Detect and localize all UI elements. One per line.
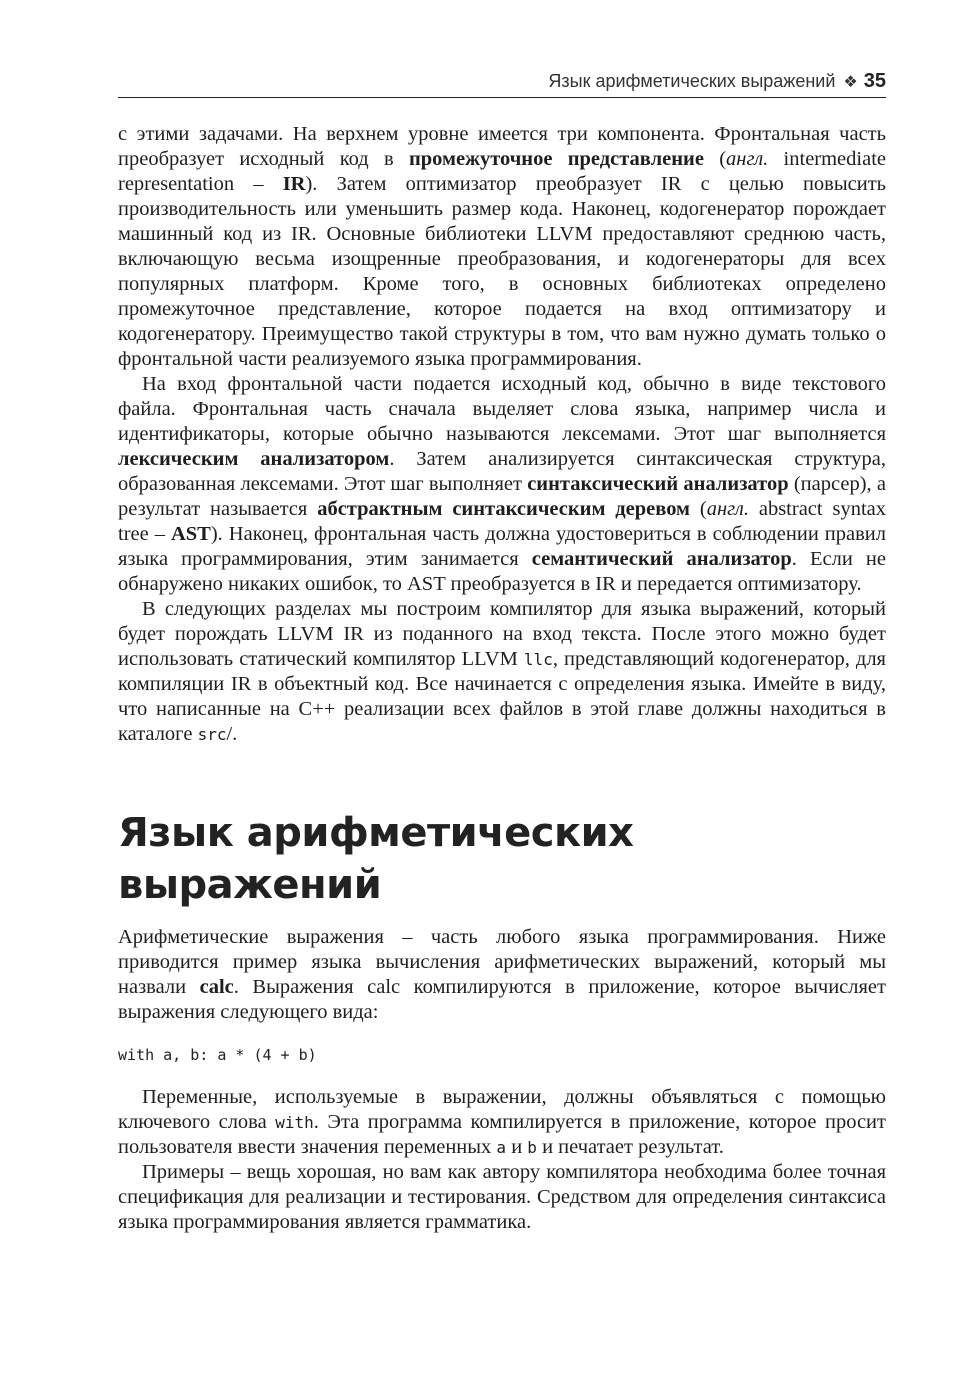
- paragraph-1: [118, 122, 886, 372]
- running-header: [118, 70, 886, 98]
- text-run: На вход фронтальной части подается исходный код, обычно в виде текстового файла. Фронтальная часть сначала выделяет слова языка, например числа и идентификаторы, которые обычно называются лексемами. Этот шаг выполняется: [118, 373, 886, 445]
- code-src: src: [197, 725, 227, 744]
- code-with: with: [275, 1113, 314, 1132]
- paragraph-6: [118, 1160, 886, 1235]
- text-run: Примеры – вещь хорошая, но вам как автору компилятора необходима более точная спецификация для реализации и тестирования. Средством для определения синтаксиса языка программирования является грамматика.: [118, 1161, 886, 1233]
- term-parser: синтаксический анализатор: [527, 473, 789, 495]
- running-title: Язык арифметических выражений: [548, 71, 836, 91]
- text-run: (: [690, 498, 707, 520]
- text-run: и печатает результат.: [536, 1136, 724, 1158]
- ornament-icon: ❖: [843, 74, 858, 91]
- section-heading: Язык арифметических выражений: [118, 810, 634, 908]
- paragraph-3: [118, 597, 886, 747]
- text-run: Переменные, используемые в выражении, должны объявляться с помощью ключевого слова: [118, 1086, 886, 1133]
- text-run: Арифметические выражения – часть любого языка программирования. Ниже приводится пример языка вычисления арифметических выражений, который мы назвали: [118, 926, 886, 998]
- abbrev-engl: англ.: [706, 498, 749, 520]
- text-run: . Если не обнаружено никаких ошибок, то AST преобразуется в IR и передается оптимизатору.: [118, 548, 886, 595]
- page-number: 35: [863, 70, 886, 92]
- text-run: (: [703, 148, 727, 170]
- text-run: . Затем анализируется синтаксическая структура, образованная лексемами. Этот шаг выполняет: [118, 448, 887, 495]
- code-example: with a, b: a * (4 + b): [118, 1046, 317, 1064]
- code-llc: llc: [523, 650, 553, 669]
- text-run: abstract syntax tree –: [118, 498, 887, 545]
- text-run: /.: [226, 723, 238, 745]
- page-body: [118, 122, 886, 1235]
- text-run: . Выражения calc компилируются в приложение, которое вычисляет выражения следующего вида:: [118, 976, 886, 1023]
- term-ast-abbrev: AST: [170, 523, 211, 545]
- text-run: ). Затем оптимизатор преобразует IR с целью повысить производительность или уменьшить размер кода. Наконец, кодогенератор порождает машинный код из IR. Основные библиотеки LLVM предоставляют среднюю часть, включающую весьма изощренные преобразования, и кодогенераторы для всех популярных платформ. Кроме того, в основных библиотеках определено промежуточное представление, которое подается на вход оптимизатору и кодогенератору. Преимущество такой структуры в том, что вам нужно думать только о фронтальной части реализуемого языка программирования.: [118, 173, 887, 370]
- term-intermediate-representation: промежуточное представление: [408, 148, 704, 170]
- term-ast: абстрактным синтаксическим деревом: [317, 498, 691, 520]
- paragraph-5: [118, 1085, 886, 1160]
- code-var-a: a: [496, 1138, 507, 1157]
- text-run: и: [506, 1136, 528, 1158]
- paragraph-2: [118, 372, 886, 597]
- term-calc: calc: [199, 976, 234, 998]
- text-run: , представляющий кодогенератор, для компиляции IR в объектный код. Все начинается с определения языка. Имейте в виду, что написанные на C++ реализации всех файлов в этой главе должны находиться в каталоге: [118, 648, 886, 745]
- abbrev-engl: англ.: [726, 148, 769, 170]
- text-run: В следующих разделах мы построим компилятор для языка выражений, который будет порождать LLVM IR из поданного на вход текста. После этого можно будет использовать статический компилятор LLVM: [118, 598, 886, 670]
- text-run: ). Наконец, фронтальная часть должна удостовериться в соблюдении правил языка программирования, этим занимается: [118, 523, 886, 570]
- text-run: . Эта программа компилируется в приложение, которое просит пользователя ввести значения переменных: [118, 1111, 886, 1158]
- term-ir: IR: [282, 173, 306, 195]
- term-semantic-analyzer: семантический анализатор: [531, 548, 792, 570]
- text-run: intermediate representation –: [118, 148, 886, 195]
- text-run: с этими задачами. На верхнем уровне имеется три компонента. Фронтальная часть преобразует исходный код в: [118, 123, 886, 170]
- paragraph-4: [118, 925, 886, 1025]
- term-lexer: лексическим анализатором: [118, 448, 390, 470]
- text-run: (парсер), а результат называется: [118, 473, 886, 520]
- code-var-b: b: [527, 1138, 537, 1157]
